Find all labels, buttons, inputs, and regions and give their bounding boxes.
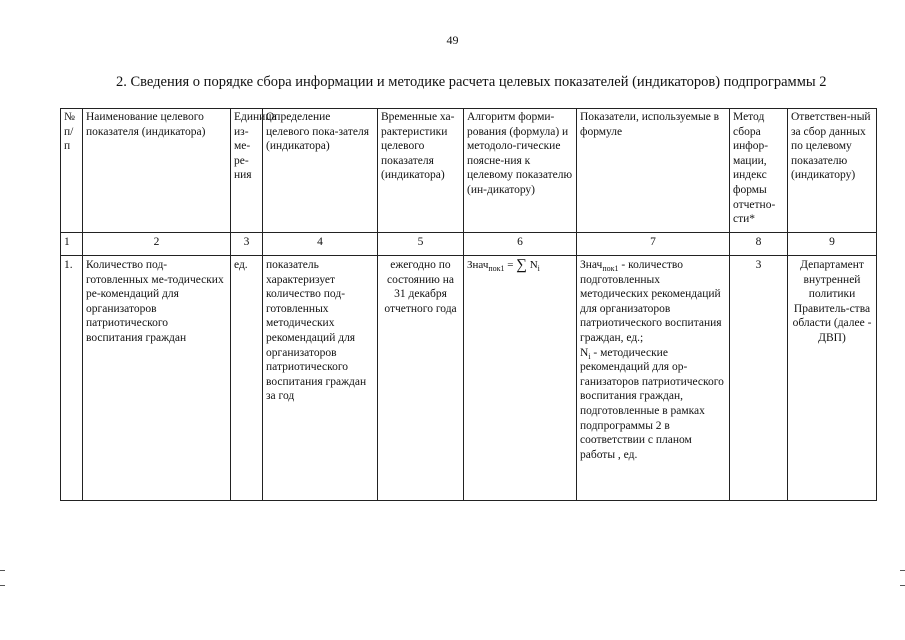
indicator-formula	[464, 256, 577, 501]
responsible-body: Департамент внутренней политики Правитель-ства области (далее - ДВП)	[788, 256, 877, 501]
table-header-row	[61, 109, 877, 233]
header-cell-responsible: Ответствен-ный за сбор данных по целевому показателю (индикатору)	[788, 109, 877, 233]
formula-rhs-subscript: i	[537, 264, 540, 273]
formula-expression	[467, 259, 540, 271]
formula-lhs-subscript: пок1	[488, 264, 505, 273]
scan-edge-mark	[900, 585, 905, 586]
column-number-row	[61, 233, 877, 256]
sum-symbol: ∑	[516, 257, 527, 273]
header-cell-timing: Временные ха-рактеристики целевого показателя (индикатора)	[378, 109, 464, 233]
formula-rhs: N	[526, 259, 538, 271]
column-number: 6	[464, 233, 577, 256]
header-cell-unit: Единица из-ме-ре-ния	[231, 109, 263, 233]
formula-variables	[577, 256, 730, 501]
formula-equals: =	[504, 259, 517, 271]
table-row	[61, 256, 877, 501]
scan-edge-mark	[900, 570, 905, 571]
page-number: 49	[446, 33, 459, 47]
column-number: 8	[730, 233, 788, 256]
column-number: 3	[231, 233, 263, 256]
indicator-definition: показатель характеризует количество под-готовленных методических рекомендаций для организаторов патриотического воспитания граждан за год	[263, 256, 378, 501]
indicator-name: Количество под-готовленных ме-тодических ре-комендаций для организаторов патриотического воспитания граждан	[83, 256, 231, 501]
column-number: 1	[61, 233, 83, 256]
column-number: 7	[577, 233, 730, 256]
indicators-table	[60, 108, 877, 501]
header-cell-variables: Показатели, используемые в формуле	[577, 109, 730, 233]
header-cell-name: Наименование целевого показателя (индикатора)	[83, 109, 231, 233]
formula-lhs: Знач	[467, 259, 489, 271]
indicator-unit: ед.	[231, 256, 263, 501]
header-cell-method: Метод сбора инфор-мации, индекс формы отчетно-сти*	[730, 109, 788, 233]
row-number: 1.	[61, 256, 83, 501]
header-cell-formula: Алгоритм форми-рования (формула) и методоло-гические поясне-ния к целевому показателю (ин-дикатору)	[464, 109, 577, 233]
variable-2-subscript: i	[588, 351, 591, 361]
variable-2-name: N	[580, 346, 589, 359]
column-number: 9	[788, 233, 877, 256]
header-cell-definition: Определение целевого пока-зателя (индикатора)	[263, 109, 378, 233]
indicator-timing: ежегодно по состоянию на 31 декабря отчетного года	[378, 256, 464, 501]
column-number: 5	[378, 233, 464, 256]
header-cell-number: № п/ п	[61, 109, 83, 233]
scan-edge-mark	[0, 570, 5, 571]
column-number: 4	[263, 233, 378, 256]
variable-1-description: - количество подготовленных методических рекомендаций для организаторов патриотического воспитания граждан, ед.;	[580, 259, 722, 344]
variable-2-description: - методические рекомендаций для ор-ганизаторов патриотического воспитания граждан, подготовленные в рамках подпрограммы 2 в соответствии с планом работы , ед.	[580, 346, 724, 461]
column-number: 2	[83, 233, 231, 256]
variable-1-subscript: пок1	[602, 264, 619, 273]
scan-edge-mark	[0, 585, 5, 586]
variable-1-name: Знач	[580, 259, 603, 271]
section-title: 2. Сведения о порядке сбора информации и методике расчета целевых показателей (индикаторов) подпрограммы 2	[116, 74, 827, 90]
collection-method: 3	[730, 256, 788, 501]
